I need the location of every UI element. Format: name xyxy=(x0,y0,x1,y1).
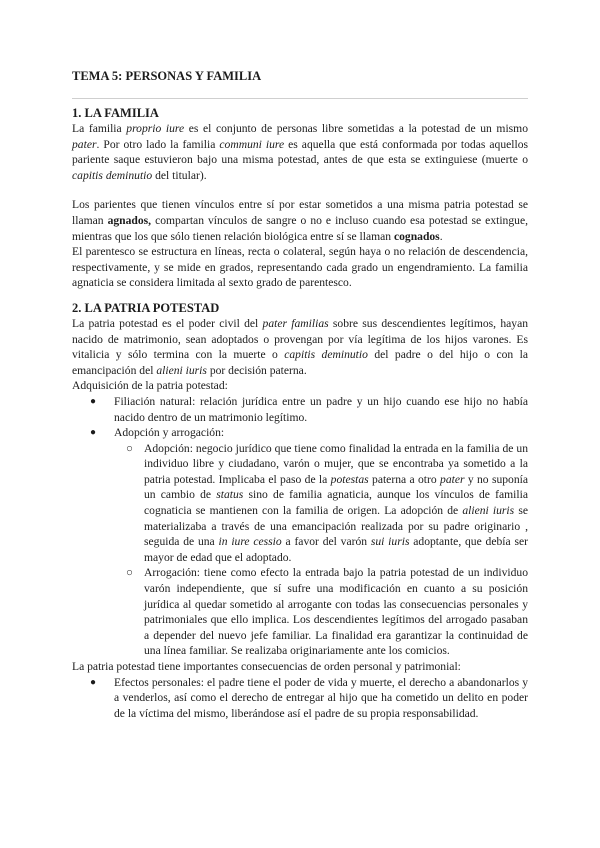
paragraph: La patria potestad es el poder civil del pater familias sobre sus descendientes legítimos, hayan nacido de matrimonio, sean adoptados o provengan por vía legítima de los hijos varones. Es vitalicia y sólo termina con la muerte o capitis deminutio del padre o del hijo o con la emancipación del alieni iuris por decisión paterna. xyxy=(72,316,529,377)
bullet-icon: ● xyxy=(90,676,97,688)
bullet-list xyxy=(72,394,528,659)
list-item: ● Adopción y arrogación: ○ Adopción: negocio jurídico que tiene como finalidad la entrada en la familia de un individuo libre y ciudadano, varón o mujer, que se encontraba ya sometido a la patria potestad. Implicaba el paso de la potestas paterna a otro pater y no suponía un cambio de status sino de familia agnaticia, aunque los vínculos de familia cognaticia se mantienen con la familia de origen. La adopción de alieni iuris se materializaba a través de una emancipación realizada por su padre originario , seguida de una in iure cessio a favor del varón sui iuris adoptante, que debía ser mayor de edad que el adoptado. ○ Arrogación: tiene como efecto la entrada bajo la patria potestad de un individuo varón independiente, que sí sufre una modificación en cuanto a su posición jurídica al quedar sometido al arrogante con todas las consecuencias personales y patrimoniales que ello implica. Los descendientes legítimos del arrogado pasaban a depender del nuevo jefe familiar. La finalidad era garantizar la continuidad de una línea familiar. Se realizaba originariamente ante los comicios. xyxy=(72,425,528,659)
paragraph: Adquisición de la patria potestad: xyxy=(72,379,228,393)
paragraph: Los parientes que tienen vínculos entre sí por estar sometidos a una misma patria potestad se llaman agnados, compartan vínculos de sangre o no e incluso cuando esa potestad se extingue, mientras que los que sólo tienen relación biológica entre sí se llaman cognados. xyxy=(72,198,528,243)
document-title: TEMA 5: PERSONAS Y FAMILIA xyxy=(72,69,262,83)
circle-bullet-icon: ○ xyxy=(126,441,134,455)
sub-list-item: ○ Adopción: negocio jurídico que tiene como finalidad la entrada en la familia de un individuo libre y ciudadano, varón o mujer, que se encontraba ya sometido a la patria potestad. Implicaba el paso de la potestas paterna a otro pater y no suponía un cambio de status sino de familia agnaticia, aunque los vínculos de familia cognaticia se mantienen con la familia de origen. La adopción de alieni iuris se materializaba a través de una emancipación realizada por su padre originario , seguida de una in iure cessio a favor del varón sui iuris adoptante, que debía ser mayor de edad que el adoptado. xyxy=(126,441,529,564)
section-2-heading: 2. LA PATRIA POTESTAD xyxy=(72,300,220,315)
circle-bullet-icon: ○ xyxy=(126,566,134,580)
sub-list xyxy=(72,441,528,659)
paragraph: La patria potestad tiene importantes consecuencias de orden personal y patrimonial: xyxy=(72,660,461,673)
bullet-list xyxy=(72,675,528,722)
paragraph: El parentesco se estructura en líneas, recta o colateral, según haya o no relación de descendencia, respectivamente, y se mide en grados, representando cada grado un engendramiento. La familia agnaticia se considera limitada al sexto grado de parentesco. xyxy=(72,245,528,290)
bullet-icon: ● xyxy=(90,395,97,407)
document-page xyxy=(72,68,528,721)
section-1-heading: 1. LA FAMILIA xyxy=(72,106,159,120)
paragraph: La familia proprio iure es el conjunto de personas libre sometidas a la potestad de un mismo pater. Por otro lado la familia communi iure es aquella que está conformada por todas aquellos pariente saque estuvieron bajo una misma potestad, antes de que esta se extinguiese (muerte o capitis deminutio del titular). xyxy=(72,122,529,182)
list-item: ● Efectos personales: el padre tiene el poder de vida y muerte, el derecho a abandonarlos y a venderlos, así como el derecho de entregar al hijo que ha cometido un delito en poder de la víctima del mismo, liberándose así el padre de su propia responsabilidad. xyxy=(90,675,528,720)
title-divider xyxy=(72,98,528,99)
bullet-icon: ● xyxy=(90,427,97,439)
sub-list-item: ○ Arrogación: tiene como efecto la entrada bajo la patria potestad de un individuo varón independiente, que sí sufre una modificación en cuanto a su posición jurídica al quedar sometido al arrogante con todas las consecuencias personales y patrimoniales que ello implica. Los descendientes legítimos del arrogado pasaban a depender del nuevo jefe familiar. La finalidad era garantizar la continuidad de una línea familiar. Se realizaba originariamente ante los comicios. xyxy=(126,566,528,658)
list-item: ● Filiación natural: relación jurídica entre un padre y un hijo cuando ese hijo no había nacido dentro de un matrimonio legítimo. xyxy=(90,394,528,424)
